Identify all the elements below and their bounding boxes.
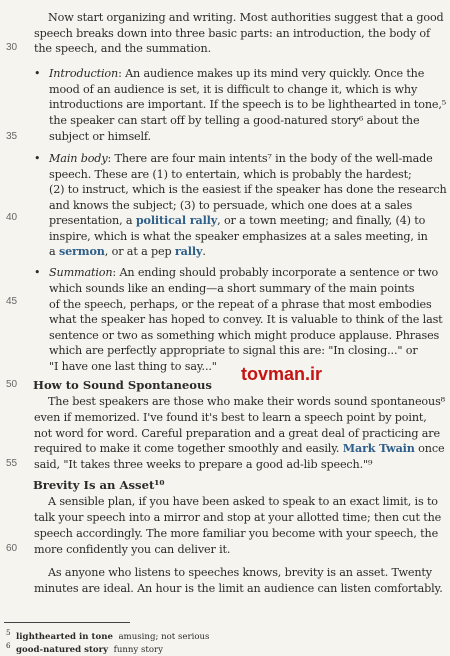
bullet-main-body-line: and knows the subject; (3) to persuade, which one does at a sales [49, 199, 413, 212]
spontaneous-line: required to make it come together smoothly and easily. Mark Twain once [34, 441, 445, 455]
line-number: 40 [6, 212, 18, 223]
link-sermon[interactable]: sermon [58, 244, 105, 258]
line-number: 30 [6, 42, 18, 53]
footnote: $^5$ lighthearted in tone amusing; not serious [6, 628, 210, 642]
brevity-line: speech accordingly. The more familiar you become with your speech, the [34, 527, 439, 540]
bullet-summation-line: what the speaker has hoped to convey. It is valuable to think of the last [49, 313, 443, 326]
bullet-summation-line: which are perfectly appropriate to signal this are: "In closing..." or [49, 344, 418, 357]
section-heading-brevity: Brevity Is an Asset¹⁰ [33, 478, 165, 492]
spontaneous-line: not word for word. Careful preparation and a great deal of practicing are [34, 427, 440, 440]
watermark: tovman.ir [241, 364, 323, 384]
bullet-main-body-line: inspire, which is what the speaker emphasizes at a sales meeting, in [49, 230, 428, 243]
intro-line: Now start organizing and writing. Most authorities suggest that a good [48, 11, 444, 24]
intro-line: the speech, and the summation. [34, 42, 211, 55]
link-political-rally[interactable]: political rally [135, 213, 218, 227]
bullet-introduction-line: the speaker can start off by telling a good-natured story⁶ about the [49, 114, 420, 127]
bullet-term: Summation [49, 266, 113, 279]
bullet-dot: • [34, 67, 41, 80]
bullet-introduction-line: mood of an audience is set, it is difficult to change it, which is why [49, 83, 418, 96]
link-mark-twain[interactable]: Mark Twain [342, 441, 415, 455]
section-heading-spontaneous: How to Sound Spontaneous [33, 378, 212, 392]
bullet-term: Introduction [49, 67, 119, 80]
line-number: 45 [6, 296, 18, 307]
spontaneous-line: said, "It takes three weeks to prepare a good ad-lib speech."⁹ [34, 458, 373, 471]
bullet-summation-line: which sounds like an ending—a short summary of the main points [49, 282, 415, 295]
line-number: 35 [6, 131, 18, 142]
bullet-main-body-line: a sermon, or at a pep rally. [49, 244, 206, 258]
brevity-line: more confidently you can deliver it. [34, 543, 231, 556]
brevity-line: minutes are ideal. An hour is the limit an audience can listen comfortably. [34, 582, 443, 595]
brevity-line: talk your speech into a mirror and stop at your allotted time; then cut the [34, 511, 442, 524]
spontaneous-line: The best speakers are those who make their words sound spontaneous⁸ [48, 395, 445, 408]
bullet-term: Main body [49, 152, 108, 165]
bullet-main-body-line: speech. These are (1) to entertain, which is probably the hardest; [49, 168, 412, 181]
spontaneous-line: even if memorized. I've found it's best to learn a speech point by point, [34, 411, 427, 424]
footnote: $^6$ good-natured story funny story [6, 641, 164, 655]
link-rally[interactable]: rally [174, 244, 203, 258]
line-number: 55 [6, 458, 18, 469]
bullet-main-body-line: (2) to instruct, which is the easiest if the speaker has done the research [49, 183, 447, 196]
footnote-divider [4, 622, 130, 623]
bullet-dot: • [34, 152, 41, 165]
bullet-dot: • [34, 266, 41, 279]
bullet-summation-line: of the speech, perhaps, or the repeat of a phrase that most embodies [49, 298, 432, 311]
line-number: 50 [6, 379, 18, 390]
intro-line: speech breaks down into three basic parts: an introduction, the body of [34, 27, 431, 40]
bullet-main-body-line: Main body: There are four main intents⁷ in the body of the well-made [49, 152, 433, 165]
brevity-line: A sensible plan, if you have been asked to speak to an exact limit, is to [48, 495, 438, 508]
line-number: 60 [6, 543, 18, 554]
bullet-summation-line: "I have one last thing to say..." [49, 360, 217, 373]
bullet-summation-line: sentence or two as something which might produce applause. Phrases [49, 329, 440, 342]
brevity-line: As anyone who listens to speeches knows, brevity is an asset. Twenty [48, 566, 432, 579]
bullet-introduction-line: introductions are important. If the speech is to be lighthearted in tone,⁵ [49, 98, 447, 111]
bullet-main-body-line: presentation, a political rally, or a town meeting; and finally, (4) to [49, 213, 426, 227]
bullet-summation-line: Summation: An ending should probably incorporate a sentence or two [49, 266, 439, 279]
bullet-introduction-line: Introduction: An audience makes up its mind very quickly. Once the [49, 67, 425, 80]
bullet-introduction-line: subject or himself. [49, 130, 151, 143]
